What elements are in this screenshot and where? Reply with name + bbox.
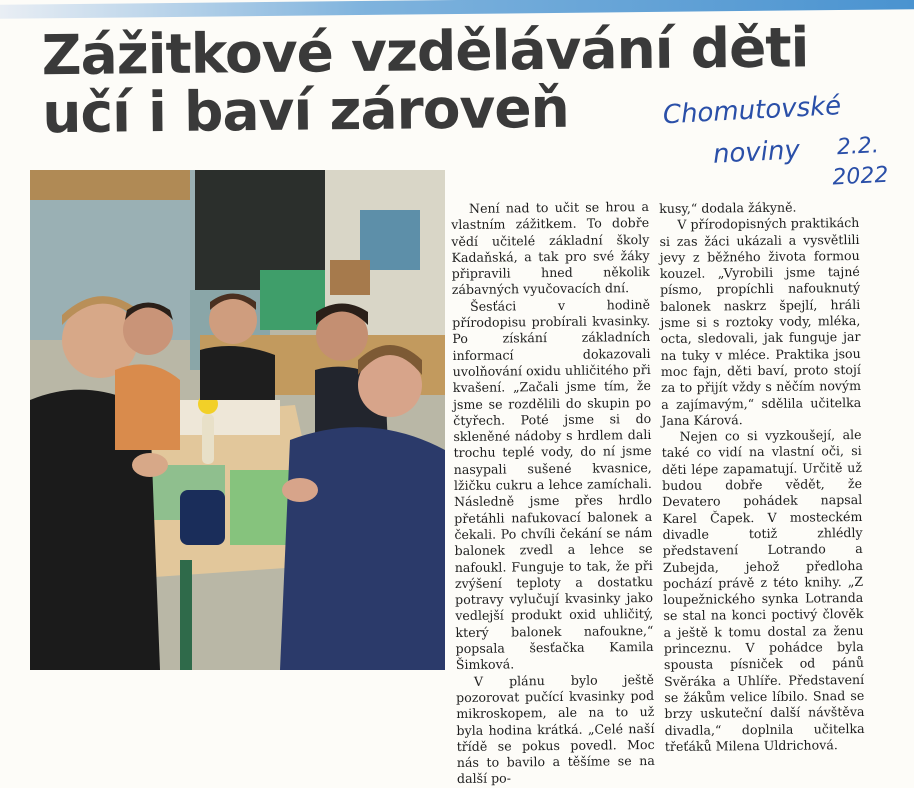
classroom-photo-illustration: [30, 170, 445, 670]
headline-line-2: učí i baví zároveň: [41, 75, 570, 146]
column1-paragraph-2: Šesťáci v hodině přírodopisu probírali kvasinky. Po získání základních informací dokazovali uvolňování oxidu uhličitého při kvašení. „Začali jsme tím, že jsme se rozdělili do skupin po čtyřech. Poté jsme si do skleněné nádoby s hrdlem dali trochu teplé vody, do ní jsme nasypali sušené kvasnice, lžičku cukru a lehce zamíchali. Následně jsme přes hrdlo přetáhli nafukovací balonek a čekali. Po chvíli čekání se nám balonek zvedl a lehce se nafoukl. Funguje to tak, že při zvýšení teploty a dostatku potravy vylučují kvasinky jako vedlejší produkt oxid uhličitý, který balonek nafoukne,“ popsala šesťačka Kamila Šimková.: [452, 296, 654, 673]
column2-paragraph-1: kusy,“ dodala žákyně.: [659, 199, 797, 217]
headline-line-1: Zážitkové vzdělávání děti: [41, 15, 809, 88]
note-line-2: noviny: [712, 135, 801, 170]
column2-paragraph-2: V přírodopisných praktikách si zas žáci ukázali a vysvětlili jevy z běžného života formou kouzel. „Vyrobili jsme tajné písmo, propíchli nafouknutý balonek naskrz špejlí, hráli jsme si s roztoky vody, mléka, octa, sledovali, jak funguje jar na tuky v mléce. Praktika jsou moc fajn, děti baví, proto stojí za to přijít vždy s něčím novým a zajímavým,“ sdělila učitelka Jana Kárová.: [659, 215, 862, 428]
note-line-3: 2.2.: [836, 133, 880, 161]
classroom-photo: [30, 170, 445, 670]
article-column-2: [659, 199, 865, 755]
handwritten-source-note: [662, 86, 908, 218]
note-line-4: 2022: [831, 162, 890, 191]
column1-paragraph-1: Není nad to učit se hrou a vlastním zážitkem. To dobře vědí učitelé základní školy Kadaňská, a tak pro své žáky připravili hned několik zábavných vyučovacích dní.: [451, 198, 650, 298]
column1-paragraph-3: V plánu bylo ještě pozorovat pučící kvasinky pod mikroskopem, ale na to už byla hodina krátká. „Celé naší třídě se pokus povedl. Moc nás to bavilo a těšíme se na další po-: [456, 671, 655, 787]
article-column-1: [451, 199, 655, 788]
note-line-1: Chomutovské: [662, 91, 842, 131]
column2-paragraph-3: Nejen co si vyzkoušejí, ale také co vidí na vlastní oči, si děti lépe zapamatují. Určitě už budou dobře vědět, že Devatero pohádek napsal Karel Čapek. V mosteckém divadle totiž zhlédly představení Lotrando a Zubejda, jehož předloha pochází právě z této knihy. „Z loupežnického synka Lotranda se stal na konci poctivý člověk a ještě k tomu dostal za ženu princeznu. V pohádce byla spousta písniček od pánů Svěráka a Uhlíře. Představení se žákům velice líbilo. Snad se brzy uskuteční další návštěva divadla,“ doplnila učitelka třeťáků Milena Uldrichová.: [661, 427, 865, 754]
